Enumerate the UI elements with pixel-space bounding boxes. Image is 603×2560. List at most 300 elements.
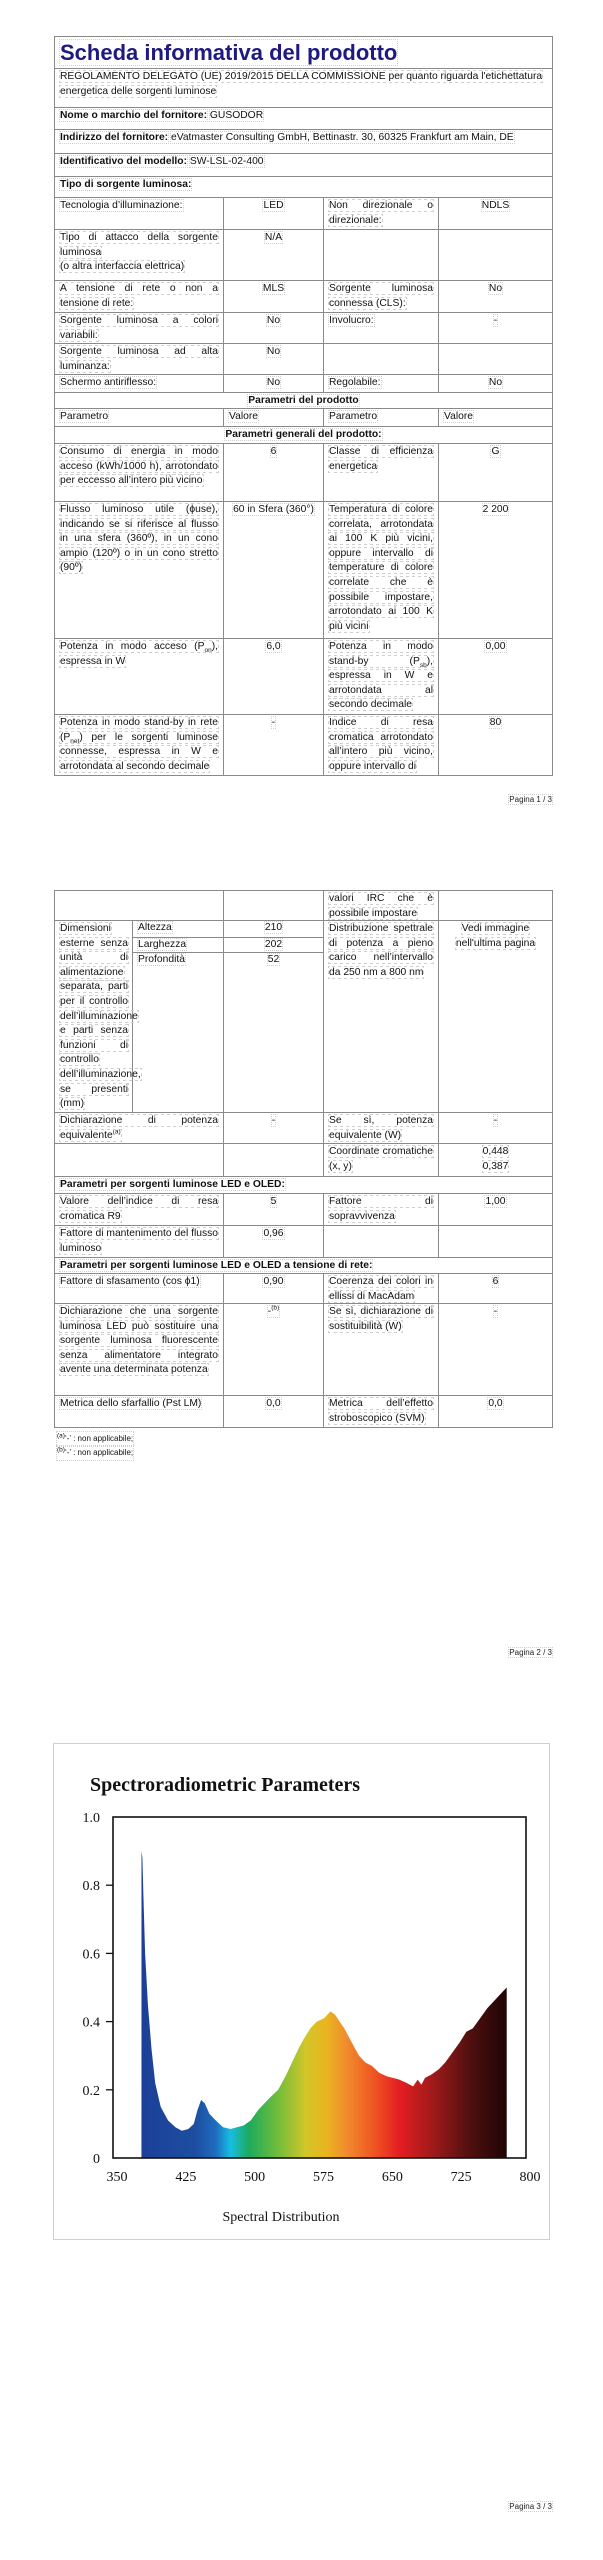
column-header (224, 409, 324, 427)
footnotes (57, 1432, 133, 1460)
parameter-text-sub: on (204, 647, 212, 655)
value-text: 1,00 (485, 1196, 506, 1207)
parameter-text: Fattore di sfasamento (cos ϕ1) (60, 1276, 200, 1287)
section-heading-content (55, 1177, 552, 1193)
x-tick-label: 575 (313, 2170, 334, 2185)
parameter-text: Valore dell’indice di resa cromatica R9 (60, 1196, 218, 1222)
parameter-cell-content (324, 1304, 438, 1395)
value-cell (439, 502, 553, 639)
column-header-text: Parametro (329, 411, 378, 422)
parameter-text: Flusso luminoso utile (ϕuse), indicando se si riferisce al flusso in una sfera (360º), in un cono ampio (120º) o in un cono stretto (90º) (60, 504, 218, 574)
section-heading (55, 1258, 553, 1274)
value-cell (439, 230, 553, 281)
table-row (55, 1194, 553, 1226)
parameter-cell-content (324, 313, 438, 343)
parameter-text: Coerenza dei colori in ellissi di MacAdam (329, 1276, 433, 1302)
value-cell-content (439, 891, 552, 920)
table-row (55, 502, 553, 639)
value-cell-content (224, 502, 323, 638)
parameter-cell (55, 444, 224, 502)
value-cell (439, 281, 553, 313)
parameter-text (60, 1115, 218, 1141)
parameter-text (60, 717, 218, 772)
kv-row (55, 154, 553, 177)
dimensions-cell (55, 921, 224, 1113)
parameter-text-post: ), espressa in W e arrotondata al secondo decimale (329, 655, 433, 711)
dimension-name-text: Larghezza (138, 939, 187, 950)
x-tick-label: 725 (450, 2170, 472, 2185)
page-number-1: Pagina 1 / 3 (509, 795, 552, 804)
left-row (55, 1177, 553, 1194)
value-cell-content (439, 639, 552, 714)
parameter-cell (324, 715, 439, 776)
parameter-text: Fattore di sopravvivenza (329, 1196, 433, 1222)
value-cell-content (439, 1274, 552, 1303)
dimension-name (133, 921, 223, 937)
title-row (55, 37, 553, 69)
field-value: GUSODOR (209, 110, 264, 121)
parameter-cell-content (324, 375, 438, 392)
value-cell (224, 502, 324, 639)
parameter-cell-content (55, 891, 223, 920)
value-cell-content (224, 1144, 323, 1176)
parameter-text: Classe di efficienza energetica (329, 446, 433, 472)
value-cell (439, 1194, 553, 1226)
value-cell (439, 639, 553, 715)
parameter-cell-content (55, 715, 223, 775)
footnote-text (57, 1432, 133, 1446)
regulation-cell-content (55, 69, 552, 107)
chart-svg (54, 1744, 551, 2241)
value-cell-content (224, 1226, 323, 1257)
value-cell-content (439, 1194, 552, 1225)
parameter-cell-content (324, 1396, 438, 1427)
section-heading-content (55, 393, 552, 408)
parameter-cell (55, 639, 224, 715)
value-cell-content (224, 1113, 323, 1143)
parameter-text: Involucro: (329, 315, 374, 326)
section-heading-text: Parametri per sorgenti luminose LED e OLED a tensione di rete: (60, 1260, 373, 1271)
value-text: G (491, 446, 500, 457)
value-cell-content (224, 344, 323, 374)
field-value: eVatmaster Consulting GmbH, Bettinastr. 30, 60325 Frankfurt am Main, DE (171, 132, 514, 143)
field-cell-content (55, 154, 552, 176)
value-text: 2 200 (482, 504, 509, 515)
value-cell (224, 1144, 324, 1177)
table-row (55, 1304, 553, 1396)
table-row (55, 198, 553, 230)
parameter-cell (55, 1113, 224, 1144)
value-cell-content (439, 198, 552, 229)
y-tick-label: 0.2 (82, 2083, 100, 2099)
parameter-cell-content (55, 639, 223, 714)
value-cell-content (439, 444, 552, 501)
value-text: - (493, 1306, 498, 1317)
value-cell-content (224, 313, 323, 343)
product-info-table-page-2 (54, 890, 553, 1428)
parameter-cell (55, 715, 224, 776)
parameter-cell (324, 891, 439, 921)
value-text: N/A (264, 232, 283, 243)
value-cell-content (439, 230, 552, 280)
parameter-text: Sorgente luminosa a colori variabili: (60, 315, 218, 341)
value-cell-content (224, 375, 323, 392)
parameter-cell-content (324, 639, 438, 714)
parameter-cell-content (324, 1113, 438, 1143)
value-text: No (488, 283, 503, 294)
parameter-cell (55, 502, 224, 639)
section-heading-content (55, 1258, 552, 1273)
left-row (55, 1258, 553, 1274)
left-row (55, 177, 553, 198)
regulation-text: REGOLAMENTO DELEGATO (UE) 2019/2015 DELLA COMMISSIONE per quanto riguarda l'etichettatura energetica delle sorgenti luminose (60, 71, 543, 97)
value-text: MLS (262, 283, 285, 294)
value-cell (439, 198, 553, 230)
dimensions-items (133, 921, 223, 1112)
x-tick-label: 500 (244, 2170, 266, 2185)
value-cell-content (439, 344, 552, 374)
parameter-cell-content (55, 281, 223, 312)
parameter-text: Indice di resa cromatica arrotondato all’intero più vicino, oppure intervallo di (329, 717, 433, 772)
parameter-cell-content (324, 1226, 438, 1257)
dimension-value-text: 202 (264, 939, 283, 950)
parameter-cell (324, 1144, 439, 1177)
dimensions-box (55, 921, 223, 1112)
section-heading-text: Parametri generali del prodotto: (225, 429, 382, 440)
field-label: Nome o marchio del fornitore: (60, 110, 208, 121)
parameter-cell-content (324, 891, 438, 920)
page-number-3: Pagina 3 / 3 (509, 2502, 552, 2511)
parameter-cell-content (55, 1396, 223, 1427)
value-cell (224, 639, 324, 715)
parameter-cell-content (55, 502, 223, 638)
field-cell-content (55, 108, 552, 129)
parameter-cell-content (55, 198, 223, 229)
header-row (55, 409, 553, 427)
parameter-text-sub: net (70, 737, 80, 745)
field-cell (55, 108, 553, 130)
value-cell (224, 1396, 324, 1428)
value-cell-content (439, 1113, 552, 1143)
parameter-text: Dichiarazione che una sorgente luminosa LED può sostituire una sorgente luminosa fluorescente senza alimentatore integrato avente una determinata potenza (60, 1306, 218, 1376)
footnote-text (57, 1446, 133, 1460)
parameter-text: valori IRC che è possibile impostare (329, 893, 433, 919)
value-cell (439, 313, 553, 344)
table-row (55, 230, 553, 281)
section-heading-content (55, 427, 552, 443)
value-cell (224, 1194, 324, 1226)
table-row (55, 1396, 553, 1428)
value-text: NDLS (481, 200, 510, 211)
footnote-body: ‘-’ : non applicabile; (64, 1448, 134, 1457)
parameter-cell (55, 344, 224, 375)
parameter-text: Regolabile: (329, 377, 381, 388)
parameter-text (329, 641, 433, 710)
parameter-cell-content (55, 1144, 223, 1176)
parameter-cell (324, 1396, 439, 1428)
parameter-cell-content (55, 1113, 223, 1143)
parameter-cell (55, 1274, 224, 1304)
parameter-cell-content (55, 313, 223, 343)
table-row (55, 444, 553, 502)
dimension-value-text: 210 (264, 922, 283, 933)
parameter-cell-content (324, 1274, 438, 1303)
parameter-cell (324, 502, 439, 639)
column-header-text: Valore (229, 411, 258, 422)
parameter-cell (55, 1396, 224, 1428)
value-text: 0,0 (488, 1398, 503, 1409)
section-heading (55, 393, 553, 409)
dimension-values-cell (224, 921, 324, 1113)
value-cell (439, 1274, 553, 1304)
chart-title: Spectroradiometric Parameters (90, 1774, 361, 1796)
parameter-text: Se sì, dichiarazione di sostituibilità (W) (329, 1306, 433, 1332)
parameter-cell (55, 281, 224, 313)
parameter-cell (324, 1274, 439, 1304)
parameter-text: Temperatura di colore correlata, arrotondata ai 100 K più vicini, oppure intervallo di temperature di colore correlate che è possibile impostare, arrotondato ai 100 K più vicini (329, 504, 433, 632)
parameter-cell (324, 375, 439, 393)
parameter-text-pre: Potenza in modo stand-by in rete (P (60, 717, 218, 743)
kv-row (55, 108, 553, 130)
value-cell (439, 375, 553, 393)
footnote-mark: (a) (57, 1432, 65, 1440)
value-text: No (266, 377, 281, 388)
section-heading (55, 177, 553, 198)
parameter-cell-content (324, 1144, 438, 1176)
section-heading (55, 1177, 553, 1194)
column-header-content (55, 409, 223, 426)
parameter-text-pre: Dichiarazione di potenza equivalente (60, 1115, 218, 1141)
y-tick-label: 0.6 (82, 1947, 100, 1963)
title-cell (55, 37, 553, 69)
value-cell-content (224, 715, 323, 775)
parameter-text: Consumo di energia in modo acceso (kWh/1000 h), arrotondato per eccesso all’intero più vicino (60, 446, 218, 487)
parameter-cell (55, 1194, 224, 1226)
value-text: Vedi immagine nell'ultima pagina (455, 923, 536, 949)
product-info-table-page-1 (54, 36, 553, 776)
x-tick-label: 650 (381, 2170, 403, 2185)
value-text: - (493, 315, 498, 326)
parameter-text: Tipo di attacco della sorgente luminosa (o altra interfaccia elettrica) (60, 232, 218, 273)
y-tick-label: 0.4 (82, 2015, 100, 2031)
parameter-cell-content (55, 1226, 223, 1257)
value-text: 6 (270, 446, 277, 457)
field-label: Identificativo del modello: (60, 156, 188, 167)
parameter-cell-content (55, 1274, 223, 1303)
parameter-cell-content (324, 1194, 438, 1225)
value-cell-content (224, 639, 323, 714)
kv-row (55, 130, 553, 154)
dimension-value-text: 52 (267, 954, 280, 965)
value-cell (439, 921, 553, 1113)
x-tick-label: 425 (175, 2170, 197, 2185)
value-cell-content (439, 1396, 552, 1427)
field-cell (55, 130, 553, 154)
value-cell-content (439, 1226, 552, 1257)
parameter-cell (324, 1113, 439, 1144)
parameter-cell (324, 444, 439, 502)
y-tick-label: 0 (93, 2152, 100, 2167)
title-cell-content (55, 37, 552, 68)
parameter-cell (324, 1226, 439, 1258)
value-cell-content (224, 891, 323, 920)
value-cell-content (439, 502, 552, 638)
value-cell (224, 1226, 324, 1258)
value-text-sup: (b) (271, 1304, 280, 1312)
parameter-text: Non direzionale o direzionale: (329, 200, 433, 226)
value-text: - (271, 1115, 276, 1126)
parameter-cell (55, 1144, 224, 1177)
table-row (55, 1144, 553, 1177)
field-value: SW-LSL-02-400 (189, 156, 264, 167)
parameter-cell (55, 891, 224, 921)
value-cell (439, 1304, 553, 1396)
parameter-cell-content (324, 344, 438, 374)
parameter-text: Tecnologia d’illuminazione: (60, 200, 183, 211)
value-text: 60 in Sfera (360°) (233, 504, 314, 515)
parameter-text: Sorgente luminosa ad alta luminanza: (60, 346, 218, 372)
value-cell (224, 375, 324, 393)
value-cell (439, 1113, 553, 1144)
dimension-name (133, 953, 223, 969)
value-text: No (488, 377, 503, 388)
y-tick-label: 1.0 (82, 1811, 100, 1826)
value-text: No (266, 315, 281, 326)
parameter-text: Metrica dello sfarfallio (Pst LM) (60, 1398, 202, 1409)
value-text: 0,90 (263, 1276, 284, 1287)
parameter-text-sub: sb (419, 661, 427, 669)
value-cell (224, 230, 324, 281)
value-cell-content (439, 375, 552, 392)
table-row (55, 313, 553, 344)
parameter-cell (324, 198, 439, 230)
parameter-cell-content (324, 502, 438, 638)
value-text (268, 1306, 279, 1317)
section-heading-text: Parametri per sorgenti luminose LED e OLED: (60, 1179, 285, 1190)
center-row (55, 393, 553, 409)
column-header (55, 409, 224, 427)
text-row (55, 69, 553, 108)
value-text: 0,0 (266, 1398, 281, 1409)
value-cell (439, 1226, 553, 1258)
value-cell (439, 1144, 553, 1177)
parameter-cell-content (324, 715, 438, 775)
value-cell-content (224, 198, 323, 229)
section-heading-text: Parametri del prodotto (248, 395, 359, 406)
dimension-name (133, 937, 223, 953)
value-text: 0,448 0,387 (482, 1146, 509, 1172)
footnote-body: ‘-’ : non applicabile; (64, 1434, 134, 1443)
parameter-text: Sorgente luminosa connessa (CLS): (329, 283, 433, 309)
parameter-text: A tensione di rete o non a tensione di rete: (60, 283, 218, 309)
parameter-cell (55, 313, 224, 344)
center-row (55, 427, 553, 444)
value-cell-content (224, 1194, 323, 1225)
parameter-text-pre: Potenza in modo acceso (P (60, 641, 205, 652)
value-text: 80 (489, 717, 502, 728)
dimensions-label-text: Dimensioni esterne senza unità di alimentazione separata, parti per il controllo dell’illuminazione e parti senza funzioni di controllo dell’illuminazione, se presenti (mm) (60, 923, 141, 1110)
table-row (55, 1113, 553, 1144)
value-cell (224, 198, 324, 230)
parameter-text: Schermo antiriflesso: (60, 377, 157, 388)
parameter-text: Se sì, potenza equivalente (W) (329, 1115, 433, 1141)
x-axis-label: Spectral Distribution (222, 2210, 340, 2225)
value-cell (224, 891, 324, 921)
dimension-values (224, 921, 323, 969)
parameter-cell (324, 313, 439, 344)
parameter-cell (55, 1304, 224, 1396)
regulation-cell (55, 69, 553, 108)
value-text: No (266, 346, 281, 357)
value-cell (224, 281, 324, 313)
parameter-text-post: ), espressa in W (60, 641, 218, 667)
x-tick-label: 350 (106, 2170, 128, 2185)
value-cell (224, 344, 324, 375)
value-cell-content (224, 1396, 323, 1427)
table-row (55, 891, 553, 921)
value-cell-content (439, 281, 552, 312)
value-cell (439, 1396, 553, 1428)
value-text-pre: - (267, 1306, 272, 1317)
value-text: 6,0 (266, 641, 281, 652)
section-heading-text: Tipo di sorgente luminosa: (60, 179, 192, 190)
value-cell (439, 444, 553, 502)
parameter-text: Distribuzione spettrale di potenza a pieno carico nell’intervallo da 250 nm a 800 nm (329, 923, 433, 978)
dimension-value (224, 921, 323, 937)
dims-row (55, 921, 553, 1113)
value-cell-content (224, 1304, 323, 1395)
parameter-text-pre: Potenza in modo stand-by (P (329, 641, 433, 667)
parameter-text: Metrica dell’effetto stroboscopico (SVM) (329, 1398, 433, 1424)
parameter-cell-content (55, 375, 223, 392)
x-tick-label: 800 (519, 2170, 541, 2185)
footnote (57, 1446, 133, 1460)
value-cell (224, 1304, 324, 1396)
parameter-text-post: ) per le sorgenti luminose connesse, espressa in W e arrotondata al secondo decimale (60, 731, 218, 772)
table-row (55, 715, 553, 776)
value-cell-content (224, 281, 323, 312)
parameter-text (60, 641, 218, 667)
column-header-text: Valore (444, 411, 473, 422)
parameter-cell-content (324, 230, 438, 280)
value-cell (224, 1113, 324, 1144)
y-tick-label: 0.8 (82, 1879, 100, 1895)
parameter-text: Fattore di mantenimento del flusso luminoso (60, 1228, 218, 1254)
parameter-cell (324, 639, 439, 715)
footnote (57, 1432, 133, 1446)
page-number-2: Pagina 2 / 3 (509, 1648, 552, 1657)
parameter-cell-content (55, 230, 223, 280)
value-text: - (271, 717, 276, 728)
parameter-text-sup: (a) (112, 1128, 121, 1136)
parameter-cell (55, 375, 224, 393)
parameter-cell-content (324, 198, 438, 229)
parameter-cell-content (324, 281, 438, 312)
table-row (55, 1274, 553, 1304)
parameter-cell (324, 1194, 439, 1226)
value-cell (224, 313, 324, 344)
parameter-cell-content (55, 1194, 223, 1225)
page-title: Scheda informativa del prodotto (60, 40, 398, 65)
column-header-text: Parametro (60, 411, 109, 422)
table-row (55, 375, 553, 393)
parameter-cell (55, 230, 224, 281)
value-cell (439, 891, 553, 921)
value-cell-content (439, 921, 552, 1112)
parameter-text: Coordinate cromatiche (x, y) (329, 1146, 433, 1172)
value-cell-content (439, 715, 552, 775)
parameter-cell (324, 281, 439, 313)
